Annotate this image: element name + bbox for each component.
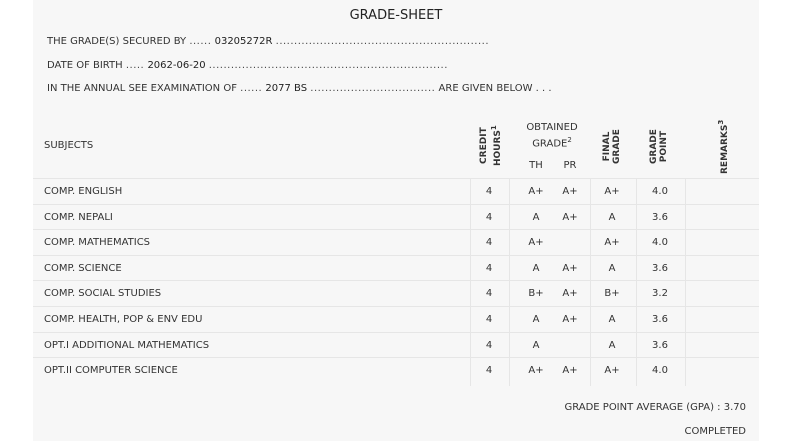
table-row xyxy=(33,229,759,255)
page-title: GRADE-SHEET xyxy=(349,8,443,23)
table-row xyxy=(33,178,759,204)
theory-grade-cell: A xyxy=(532,314,540,325)
grade-point-cell: 4.0 xyxy=(652,365,668,377)
table-header xyxy=(33,114,759,178)
dots: ................................................................. xyxy=(208,60,448,71)
grade-point-cell: 4.0 xyxy=(652,186,668,197)
theory-grade-cell: B+ xyxy=(528,288,544,300)
header-final-line2: GRADE xyxy=(612,129,622,164)
theory-grade-cell: A+ xyxy=(528,237,544,249)
final-grade-cell: A xyxy=(608,262,616,274)
credit-hours-cell: 4 xyxy=(485,288,493,300)
practical-grade-cell: A+ xyxy=(562,365,578,377)
dots: ...... xyxy=(189,36,212,47)
divider xyxy=(636,178,637,386)
credit-hours-cell: 4 xyxy=(485,314,493,325)
footnote-marker: 2 xyxy=(567,136,572,144)
divider xyxy=(470,178,471,386)
header-credit-line1: CREDIT xyxy=(479,127,489,164)
exam-year: 2077 BS xyxy=(265,83,308,94)
header-gp-line1: GRADE xyxy=(649,129,659,164)
grade-point-cell: 3.6 xyxy=(652,339,668,351)
final-grade-cell: B+ xyxy=(604,288,620,300)
credit-hours-cell: 4 xyxy=(485,365,493,377)
grade-point-cell: 3.6 xyxy=(652,314,668,325)
subject-cell: OPT.I ADDITIONAL MATHEMATICS xyxy=(44,339,210,351)
footnote-marker: 1 xyxy=(490,125,498,131)
header-remarks xyxy=(716,120,730,174)
practical-grade-cell: A+ xyxy=(562,211,578,223)
dots: ..... xyxy=(125,60,145,71)
subject-cell: COMP. SCIENCE xyxy=(44,262,122,274)
header-final-line1: FINAL xyxy=(602,131,612,162)
grade-point-cell: 3.6 xyxy=(652,262,668,274)
exam-label: IN THE ANNUAL SEE EXAMINATION OF xyxy=(47,83,237,94)
grade-point-cell: 3.6 xyxy=(652,211,668,223)
table-row xyxy=(33,255,759,281)
header-final-grade xyxy=(602,129,622,164)
header-obtained-grade xyxy=(519,121,585,150)
final-grade-cell: A xyxy=(608,211,616,223)
credit-hours-cell: 4 xyxy=(485,237,493,249)
grade-point-cell: 3.2 xyxy=(652,288,668,300)
final-grade-cell: A xyxy=(608,314,616,325)
header-credit-line2 xyxy=(489,125,503,166)
subject-cell: COMP. SOCIAL STUDIES xyxy=(44,288,162,300)
dots: ...... xyxy=(240,83,263,94)
dob-label: DATE OF BIRTH xyxy=(47,60,123,71)
practical-grade-cell: A+ xyxy=(562,186,578,197)
practical-grade-cell: A+ xyxy=(562,262,578,274)
credit-hours-cell: 4 xyxy=(485,262,493,274)
subject-cell: OPT.II COMPUTER SCIENCE xyxy=(44,365,178,377)
table-row xyxy=(33,357,759,383)
final-grade-cell: A xyxy=(608,339,616,351)
divider xyxy=(685,178,686,386)
practical-grade-cell: A+ xyxy=(562,288,578,300)
practical-grade-cell xyxy=(557,333,583,358)
header-credit-text: HOURS xyxy=(493,130,503,166)
credit-hours-cell: 4 xyxy=(485,186,493,197)
credit-hours-cell: 4 xyxy=(485,339,493,351)
table-row xyxy=(33,306,759,332)
dob-line xyxy=(47,60,448,71)
header-pr: PR xyxy=(563,160,577,171)
theory-grade-cell: A+ xyxy=(528,186,544,197)
gpa-summary: GRADE POINT AVERAGE (GPA) : 3.70 xyxy=(564,402,746,413)
table-row xyxy=(33,204,759,230)
dob-value: 2062-06-20 xyxy=(147,60,206,71)
header-obtained-line1: OBTAINED xyxy=(526,122,578,133)
exam-suffix: ARE GIVEN BELOW . . . xyxy=(438,83,552,94)
theory-grade-cell: A xyxy=(532,339,540,351)
divider xyxy=(590,178,591,386)
theory-grade-cell: A+ xyxy=(528,365,544,377)
header-grade-point xyxy=(649,129,669,164)
secured-by-line xyxy=(47,36,489,47)
status-text: COMPLETED xyxy=(684,426,746,437)
theory-grade-cell: A xyxy=(532,211,540,223)
symbol-number: 03205272R xyxy=(214,36,273,47)
header-th: TH xyxy=(529,160,543,171)
subject-cell: COMP. ENGLISH xyxy=(44,186,123,197)
header-credit-hours xyxy=(479,125,503,166)
final-grade-cell: A+ xyxy=(604,186,620,197)
header-remarks-line xyxy=(716,120,730,174)
dots: .......................................................... xyxy=(275,36,490,47)
subject-cell: COMP. HEALTH, POP & ENV EDU xyxy=(44,314,203,325)
final-grade-cell: A+ xyxy=(604,237,620,249)
dots: .................................. xyxy=(310,83,436,94)
secured-by-label: THE GRADE(S) SECURED BY xyxy=(47,36,187,47)
grade-point-cell: 4.0 xyxy=(652,237,668,249)
subject-cell: COMP. NEPALI xyxy=(44,211,113,223)
final-grade-cell: A+ xyxy=(604,365,620,377)
divider xyxy=(509,178,510,386)
credit-hours-cell: 4 xyxy=(485,211,493,223)
header-obtained-line2 xyxy=(519,134,585,150)
table-row xyxy=(33,280,759,306)
practical-grade-cell: A+ xyxy=(562,314,578,325)
footnote-marker: 3 xyxy=(717,119,725,125)
subject-cell: COMP. MATHEMATICS xyxy=(44,237,151,249)
header-gp-line2: POINT xyxy=(659,130,669,163)
practical-grade-cell xyxy=(557,230,583,255)
theory-grade-cell: A xyxy=(532,262,540,274)
header-obtained-text: GRADE xyxy=(532,138,568,150)
header-subjects: SUBJECTS xyxy=(44,140,94,151)
grade-sheet xyxy=(33,0,759,441)
header-remarks-text: REMARKS xyxy=(720,124,730,174)
table-row xyxy=(33,332,759,358)
exam-line xyxy=(47,83,552,94)
